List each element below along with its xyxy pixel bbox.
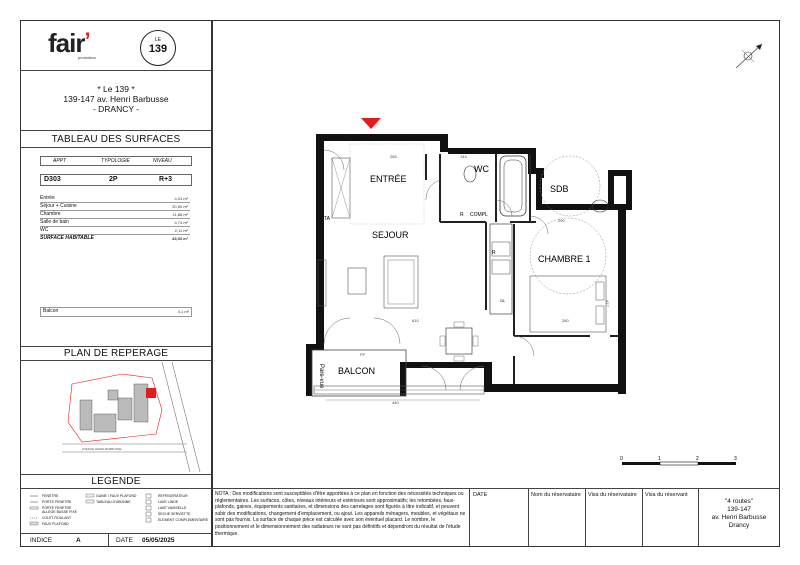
signature-reservataire: Nom du réservataire — [531, 492, 581, 498]
label-gl: GL — [500, 298, 506, 303]
building-block — [118, 398, 132, 420]
brand-name: fair — [48, 28, 85, 58]
legend-item: TABLEAU D'ABONNE — [96, 500, 131, 504]
dining-table-icon — [446, 328, 472, 354]
company-name: "4 routes" — [724, 498, 754, 505]
washer-symbol — [146, 500, 151, 504]
legend-symbols — [22, 492, 210, 532]
building-block — [94, 414, 116, 432]
date-value: 05/05/2025 — [142, 537, 175, 544]
fixed-window-symbol — [30, 507, 38, 509]
value-appt: D303 — [44, 176, 61, 183]
divider — [20, 474, 212, 475]
header-appt: APPT — [53, 158, 67, 164]
extra-element-symbol — [146, 518, 151, 522]
room-label-chambre: CHAMBRE 1 — [538, 254, 591, 264]
legend-item: LAVE VAISSELLE — [158, 506, 187, 510]
walls — [306, 134, 632, 396]
dimension: 290 — [558, 218, 565, 223]
dimension: 610 — [412, 318, 419, 323]
surfaces-value-row — [40, 174, 192, 186]
divider — [528, 488, 529, 547]
legend-item: GAINE / FAUX PLAFOND — [96, 494, 137, 498]
scale-tick: 1 — [658, 456, 661, 462]
scale-tick: 0 — [620, 456, 623, 462]
room-row: WC 2,11 m² — [40, 227, 188, 233]
room-row: Entrée 4,31 m² — [40, 195, 188, 201]
balcony-row: Balcon 4,1 m² — [40, 307, 192, 317]
divider — [20, 70, 212, 71]
header-niveau: NIVEAU — [153, 158, 172, 164]
label-r: R — [492, 250, 496, 256]
room-label-sdb: SDB — [550, 184, 569, 194]
room-label-pare-vue: Pare-vue — [318, 364, 324, 389]
sofa-icon — [388, 260, 414, 304]
dimension: 265 — [390, 154, 397, 159]
cooktop-icon — [492, 260, 510, 274]
total-row: SURFACE HABITABLE 43,54 m² — [40, 235, 188, 241]
chair-icon — [440, 336, 445, 346]
pillow-icon — [596, 282, 604, 300]
legend-item: FAUX PLAFOND — [42, 522, 69, 526]
legend-item: PORTE FENETRE ALLEGE BASSE FIXE — [42, 506, 78, 514]
label-ta: TA — [324, 216, 331, 222]
entry-marker — [361, 118, 381, 129]
legend-item: REFRIGERATEUR — [158, 494, 188, 498]
company-block — [698, 498, 780, 530]
bed-icon — [530, 276, 606, 332]
fair-logo — [48, 28, 118, 64]
north-arrow-icon — [728, 38, 768, 74]
indice-label: INDICE — [30, 537, 53, 544]
floor-plan — [300, 110, 640, 422]
le139-seal — [140, 30, 176, 66]
legend-item: LAVE LINGE — [158, 500, 179, 504]
dimension: PF — [360, 352, 366, 357]
company-address: av. Henri Barbusse — [711, 514, 767, 521]
divider — [20, 130, 212, 131]
divider — [469, 488, 470, 547]
sofa-icon — [384, 256, 418, 308]
legend-item: ELEMENT COMPLEMENTAIRE — [158, 518, 209, 522]
chair-icon — [454, 356, 464, 361]
scale-bar — [618, 454, 742, 472]
room-label-entree: ENTRÉE — [370, 174, 407, 184]
surfaces-title: TABLEAU DES SURFACES — [51, 134, 181, 145]
divider — [642, 488, 643, 547]
divider — [20, 488, 212, 489]
chair-icon — [473, 336, 478, 346]
divider — [20, 360, 212, 361]
fridge-symbol — [146, 494, 151, 498]
date-label: DATE — [116, 537, 133, 544]
room-label-wc: WC — [474, 164, 489, 174]
room-row: Chambre 11,88 m² — [40, 211, 188, 217]
project-block — [20, 84, 212, 114]
signature-date: DATE — [473, 492, 488, 498]
divider — [585, 488, 586, 547]
seal-top: LE — [154, 37, 162, 43]
room-label-balcon: BALCON — [338, 366, 376, 376]
reperage-title: PLAN DE REPERAGE — [63, 348, 169, 359]
room-row: Salle de bain 4,74 m² — [40, 219, 188, 225]
surfaces-header-row — [40, 156, 192, 166]
indice-value: A — [76, 537, 81, 544]
room-label-sejour: SEJOUR — [372, 230, 409, 240]
header-typologie: TYPOLOGIE — [101, 158, 130, 164]
legend-item: FENETRE — [42, 494, 59, 498]
project-name: * Le 139 * — [97, 84, 135, 94]
scale-tick: 3 — [734, 456, 737, 462]
logo-block — [20, 20, 212, 70]
dimension: 280 — [562, 318, 569, 323]
divider — [20, 346, 212, 347]
company-address: 139-147 — [727, 506, 751, 513]
dimension: 440 — [392, 400, 399, 405]
value-typologie: 2P — [109, 176, 118, 183]
entry-zone — [350, 144, 424, 224]
project-address: 139-147 av. Henri Barbusse — [63, 94, 169, 104]
signature-visa-reservant: Visa du réservant — [645, 492, 688, 498]
panel-symbol — [86, 500, 94, 503]
building-block — [134, 384, 148, 422]
dishwasher-symbol — [146, 506, 151, 510]
street-name: AVENUE HENRI BARBUSSE — [82, 447, 122, 451]
towel-dryer-symbol — [146, 512, 151, 516]
dimension: 144 — [460, 154, 467, 159]
pillow-icon — [596, 306, 604, 324]
legend-item: SECHE SERVIETTE — [158, 512, 191, 516]
note-text: NOTA : Des modifications sont susceptibles d'être apportées à ce plan en fonction des nécessités techniques ou réglementaires. Les surfaces, côtes, niveaux intérieurs et extérieurs sont approximatifs; les retombées, faux-plafonds, gaines, équipements sanitaires, et dimensions des carrelages sont figurés à titre indicatif, et peuvent subir des modifications, changement d'emplacement, ou ajout. Les appareils ménagers, meubles, et végétaux ne sont pas fournis. La surface de chaque pièce est calculée avec son éventuel placard. Le nombre, le positionnement et le dimensionnement des radiateurs ne sont pas définitifs et dépendront du résultat de l'étude thermique. — [215, 491, 466, 537]
ceiling-symbol — [30, 522, 38, 525]
duct-symbol — [86, 494, 94, 497]
dimension: 417 — [605, 300, 610, 307]
divider — [212, 488, 780, 489]
scale-tick: 2 — [696, 456, 699, 462]
building-block — [108, 390, 118, 400]
site-plan — [22, 362, 210, 472]
company-city: Drancy — [728, 522, 750, 529]
apartment-highlight — [146, 388, 156, 398]
project-city: - DRANCY - — [92, 104, 140, 114]
signature-visa-reservataire: Visa du réservataire — [588, 492, 637, 498]
divider — [108, 534, 109, 547]
room-row: Séjour + Cuisine 20,50 m² — [40, 203, 188, 209]
seal-number: 139 — [148, 43, 168, 55]
value-niveau: R+3 — [159, 176, 173, 183]
chair-icon — [454, 322, 464, 327]
brand-accent: ’ — [84, 28, 91, 53]
legend-title: LEGENDE — [91, 476, 141, 487]
building-block — [80, 400, 92, 430]
label-r: R — [460, 212, 464, 218]
brand-tagline: promotion — [78, 55, 96, 60]
divider — [20, 147, 212, 148]
label-compl: COMPL — [470, 212, 488, 218]
legend-item: VOLET ROULANT — [42, 516, 72, 520]
legend-item: PORTE FENETRE — [42, 500, 72, 504]
coffee-table-icon — [348, 268, 366, 294]
indice-bar — [20, 534, 212, 547]
